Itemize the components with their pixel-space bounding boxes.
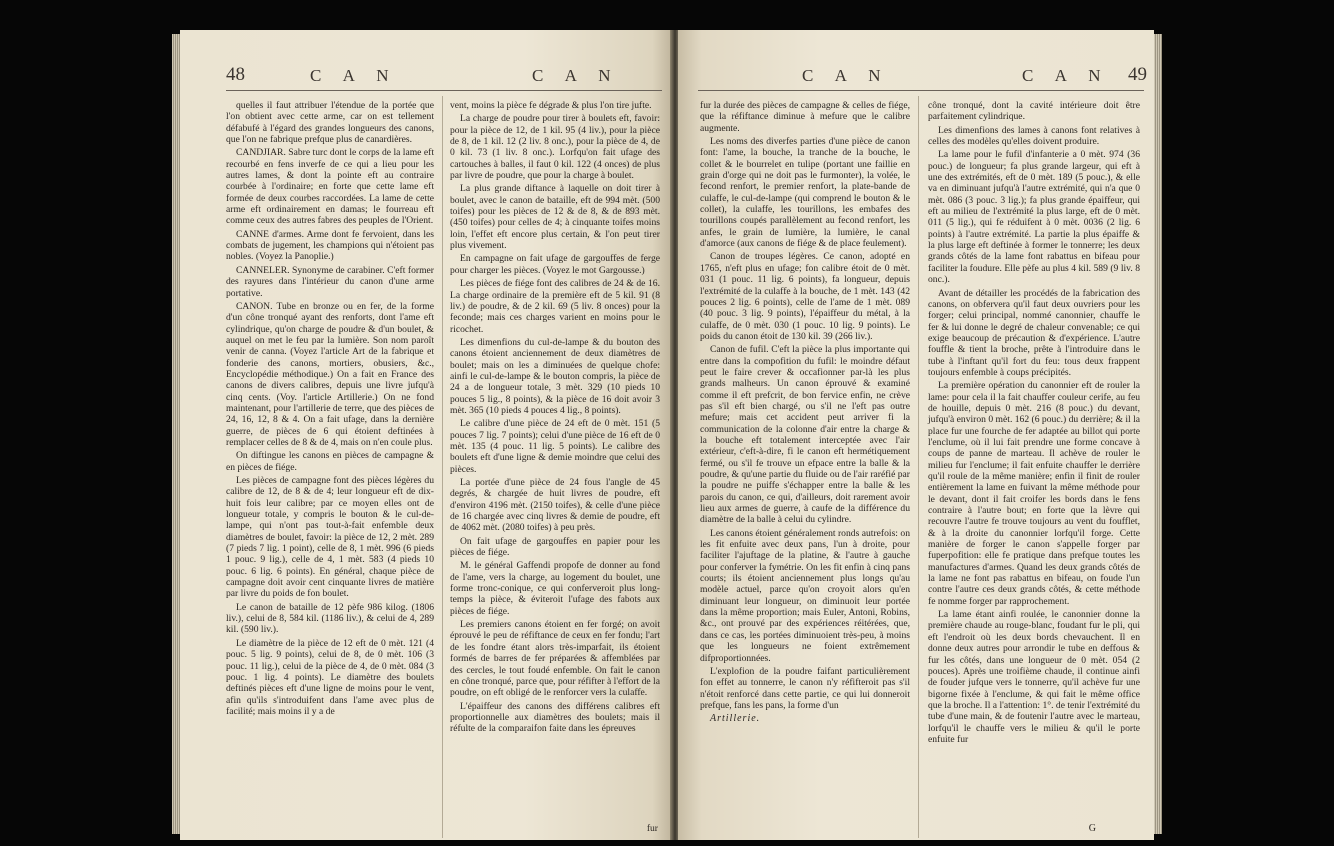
paragraph: L'explofion de la poudre faifant particulièrement fon effet au tonnerre, le canon n'y réfifteroit pas s'il n'étoit renforcé dans cette partie, ce qui lui donneroit prefque, fans les pans, la forme d'un <box>700 665 910 711</box>
running-head-right-b: C A N <box>1022 66 1110 85</box>
left-page-edges <box>172 34 180 834</box>
right-page-column-1 <box>700 100 910 725</box>
paragraph: Avant de détailler les procédés de la fabrication des canons, on obfervera qu'il faut deux ouvriers pour les forger; celui principal, nommé canonnier, chauffe le fer & lui donne le degré de chaleur convenable; ce qui exige beaucoup de précaution & d'expérience. L'autre fouffle & tient la broche, prête à l'introduire dans le tube à l'inftant qu'il fort du feu: tous deux frappent toujours enfemble à coups précipités. <box>928 287 1140 378</box>
running-head-left-b: C A N <box>532 66 620 85</box>
paragraph: La lame pour le fufil d'infanterie a 0 mèt. 974 (36 pouc.) de longueur; fa plus grande largeur, qui eft à une des extrémités, eft de 0 mèt. 189 (5 pouc.), & elle va en diminuant jufqu'à l'autre extrémité, qui n'a que 0 mèt. 086 (3 pouc. 3 lig.); fa plus grande épaiffeur, qui eft au milieu de l'extrémité la plus large, eft de 0 mèt. 011 (5 lig.), qui fe réduifent à 0 mèt. 0036 (2 lig. 6 points) à l'autre extrémité. La partie la plus épaiffe & la plus large eft deftinée à former le tonnerre; les deux grands côtés de la lame font rabattus en bifeau pour faciliter la foudure. Elle pèfe au plus 4 kil. 589 (9 liv. 8 onc.). <box>928 149 1140 286</box>
paragraph: Le diamètre de la pièce de 12 eft de 0 mèt. 121 (4 pouc. 5 lig. 9 points), celui de 8, de 0 mèt. 106 (3 pouc. 11 lig.), celui de la pièce de 4, de 0 mèt. 084 (3 pouc. 1 lig. 4 points). Le diamètre des boulets deftinés pièces eft d'une ligne de moins pour le vent, afin qu'ils s'introduifent dans l'ame avec plus de facilité; mais moins il y a de <box>226 637 434 717</box>
paragraph: La charge de poudre pour tirer à boulets eft, favoir: pour la pièce de 12, de 1 kil. 95 (4 liv.), pour la pièce de 8, de 1 kil. 12 (2 liv. 8 onc.), pour la pièce de 4, de 0 kil. 73 (1 liv. 8 onc.). Lorfqu'on fait ufage des cartouches à balles, il faut 0 kil. 122 (4 onces) de plus par livre de poudre, que pour la charge à boulet. <box>450 113 660 182</box>
paragraph: Les pièces de campagne font des pièces légères du calibre de 12, de 8 & de 4; leur longueur eft de dix-huit fois leur calibre; par ce moyen elles ont de longueur totale, y compris le bouton & le cul-de-lampe, qui n'ont pas tout-à-fait enfemble deux diamètres de boulet, favoir: la pièce de 12, 2 mèt. 289 (7 pieds 7 lig. 1 point), celle de 8, 1 mèt. 996 (6 pieds 1 pouc. 9 lig.), celle de 4, 1 mèt. 583 (4 pieds 10 pouc. 6 lig. 6 points). En général, chaque pièce de campagne doit avoir cent cinquante livres de matière par livre du poids de fon boulet. <box>226 475 434 600</box>
signature-mark: Artillerie. <box>710 713 761 725</box>
paragraph: La lame étant ainfi roulée, le canonnier donne la première chaude au rouge-blanc, foudant fur le pli, qui eft l'endroit où les deux bords chevauchent. Il en donne deux autres pour arrondir le tube en deffous & fur les côtés, dans une longueur de 0 mèt. 054 (2 pouces). Après une troifième chaude, il continue ainfi de fouder jufque vers le tonnerre, qu'il achève fur une bigorne fixée à l'enclume, & qui fait le même office que la broche. Il a l'attention: 1°. de tenir l'extrémité du tube d'une main, & de foutenir l'autre avec le marteau, lorfqu'il le chauffe vers le milieu & qu'il le porte enfuite fur <box>928 609 1140 745</box>
running-head-right-a: C A N <box>802 66 890 85</box>
paragraph: Le calibre d'une pièce de 24 eft de 0 mèt. 151 (5 pouces 7 lig. 7 points); celui d'une pièce de 16 eft de 0 mèt. 135 (4 pouc. 11 lig. 5 points). Le calibre des boulets eft d'une ligne & demie moindre que celui des pièces. <box>450 418 660 475</box>
paragraph: CANNELER. Synonyme de carabiner. C'eft former des rayures dans l'intérieur du canon d'une arme portative. <box>226 264 434 299</box>
paragraph: M. le général Gaffendi propofe de donner au fond de l'ame, vers la charge, au logement du boulet, une forme tronc-conique, ce qui conferveroit plus long-temps la pièce, & éviteroit l'ufage des fabots aux pièces de fiége. <box>450 560 660 617</box>
paragraph: Le canon de bataille de 12 pèfe 986 kilog. (1806 liv.), celui de 8, 584 kil. (1186 liv.), & celui de 4, 289 kil. (590 liv.). <box>226 601 434 636</box>
left-page <box>180 30 672 840</box>
paragraph: Les noms des diverfes parties d'une pièce de canon font: l'ame, la bouche, la tranche de la bouche, le collet & le bourrelet en tulipe (portant une faillie en grain d'orge qui ne doit pas le furmonter), la volée, le fecond renfort, le premier renfort, la plate-bande de culaffe, le cul-de-lampe (qui comprend le bouton & le collet), la culaffe, les tourillons, les embafes des tourillons coupés parallèlement au fecond renfort, les anfes, le grain de lumière, la lumière, le canal d'amorce (aux canons de fiége & de place feulement). <box>700 136 910 250</box>
paragraph: Canon de fufil. C'eft la pièce la plus importante qui entre dans la compofition du fufil: le moindre défaut peut le faire crever & occafionner par-là les plus grands malheurs. Un canon éprouvé & examiné comme il eft prefcrit, de bon fervice enfin, ne crève pas s'il eft bien chargé, ou s'il ne l'eft pas outre mefure; mais cet accident peut arriver fi la communication de la colonne d'air entre la charge & la bouche eft totalement interceptée avec l'air extérieur, c'eft-à-dire, fi le canon eft hermétiquement fermé, ou s'il fe trouve un efpace entre la balle & la poudre, & qu'une partie du fluide ou de l'air raréfié par la poudre ne puiffe s'échapper entre la balle & les parois du canon, ce qui, d'ailleurs, doit rarement avoir lieu aux armes de guerre, à caufe de la différence du diamètre de la balle à celui du cylindre. <box>700 344 910 526</box>
paragraph: quelles il faut attribuer l'étendue de la portée que l'on obtient avec cette arme, car on est tellement défabufé à l'égard des grandes longueurs des canons, que l'on ne fabrique prefque plus de canardières. <box>226 100 434 146</box>
paragraph: cône tronqué, dont la cavité intérieure doit être parfaitement cylindrique. <box>928 100 1140 123</box>
paragraph: La première opération du canonnier eft de rouler la lame: pour cela il la fait chauffer couleur cerife, au feu de houille, depuis 0 mèt. 216 (8 pouc.) du devant, jufqu'à environ 0 mèt. 162 (6 pouc.) du derrière; & il la place fur une fourche de fer adaptée au billot qui porte l'enclume, où il lui fait prendre une forme concave à coups de panne de marteau. Il achève de rouler le milieu fur l'enclume; il fait enfuite chauffer le derrière qu'il roule de la même manière; enfin il finit de rouler entièrement la lame en fuivant la même méthode pour le devant, dont il fait croifer les bords dans le fens contraire à l'autre bout; en forte que la lèvre qui recouvre l'autre fe trouve toujours au vent du foufflet, & à la droite du canonnier lorfqu'il forge. Cette manière de forger le canon s'appelle forger par fuperpofition: elle fe pratique dans prefque toutes les manufactures d'armes. Quand les deux grands côtés de la lame ne font pas rabattus en bifeau, on foude l'un contre l'autre ces deux grands côtés, & cette méthode fe nomme forger par rapprochement. <box>928 380 1140 607</box>
paragraph: En campagne on fait ufage de gargouffes de ferge pour charger les pièces. (Voyez le mot Gargousse.) <box>450 253 660 276</box>
catchword: fur <box>646 823 658 834</box>
head-rule-left <box>226 90 662 91</box>
paragraph: La plus grande diftance à laquelle on doit tirer à boulet, avec le canon de bataille, eft de 994 mèt. (500 toifes) pour les pièces de 12 & de 8, & de 893 mèt. (450 toifes) pour celles de 4; à cinquante toifes moins loin, l'effet eft encore plus certain, & l'on peut tirer plus vivement. <box>450 183 660 252</box>
paragraph: La portée d'une pièce de 24 fous l'angle de 45 degrés, & chargée de huit livres de poudre, eft d'environ 4196 mèt. (2150 toifes), & celle d'une pièce de 16 chargée avec cinq livres & demie de poudre, eft de 4062 mèt. (2080 toifes) à peu près. <box>450 477 660 534</box>
right-page <box>678 30 1154 840</box>
page-number-left: 48 <box>226 64 245 85</box>
head-rule-right <box>698 90 1144 91</box>
paragraph: On diftingue les canons en pièces de campagne & en pièces de fiége. <box>226 450 434 473</box>
paragraph: vent, moins la pièce fe dégrade & plus l'on tire jufte. <box>450 100 652 111</box>
column-rule-left <box>442 96 443 838</box>
right-page-column-2 <box>928 100 1140 747</box>
column-rule-right <box>918 96 919 838</box>
gathering-mark: G <box>1088 823 1096 834</box>
running-head-left-a: C A N <box>310 66 398 85</box>
left-page-column-2 <box>450 100 660 737</box>
paragraph: L'épaiffeur des canons des différens calibres eft proportionnelle aux diamètres des boulets; mais il réfulte de la comparaifon faite dans les épreuves <box>450 700 660 735</box>
paragraph: Les pièces de fiége font des calibres de 24 & de 16. La charge ordinaire de la première eft de 5 kil. 91 (8 liv.) de poudre, & de 2 kil. 69 (5 liv. 8 onces) pour la feconde; mais ces charges varient en moins pour le ricochet. <box>450 278 660 335</box>
paragraph: CANNE d'armes. Arme dont fe fervoient, dans les combats de jugement, les champions qui n'étoient pas nobles. (Voyez la Panoplie.) <box>226 228 434 263</box>
right-page-edges <box>1154 34 1162 834</box>
paragraph: Les dimenfions du cul-de-lampe & du bouton des canons étoient anciennement de deux diamètres de boulet; mais on les a diminuées de quelque chofe: ainfi le cul-de-lampe & le bouton compris, la pièce de 24 a de longueur totale, 3 mèt. 329 (10 pieds 10 pouces 5 lig., 8 points), & la pièce de 16 doit avoir 3 mèt. 365 (10 pieds 4 pouces 4 lig., 8 points). <box>450 336 660 416</box>
paragraph: Les premiers canons étoient en fer forgé; on avoit éprouvé le peu de réfiftance de ceux en fer fondu; l'art de les fondre étant alors très-imparfait, ils étoient formés de barres de fer préparées & affemblées par des cercles, le tout foudé enfemble. On fait le canon en cône tronqué, parce que, pour réfifter à l'effort de la poudre, on eft obligé de le renforcer vers la culaffe. <box>450 619 660 699</box>
paragraph: Canon de troupes légères. Ce canon, adopté en 1765, n'eft plus en ufage; fon calibre étoit de 0 mèt. 031 (1 pouc. 11 lig. 6 points), fa longueur, depuis l'extrémité de la culaffe à la bouche, de 1 mèt. 143 (42 pouces 2 lig. 6 points), celle de l'ame de 1 mèt. 089 (40 pouc. 3 lig. 9 points), l'épaiffeur du métal, à la culaffe, de 0 mèt. 030 (1 pouc. 10 lig. 9 points). Le poids du canon étoit de 130 kil. 39 (266 liv.). <box>700 251 910 342</box>
paragraph: Les canons étoient généralement ronds autrefois: on les fit enfuite avec deux pans, l'un à droite, pour faciliter l'ajuftage de la platine, & l'autre à gauche pour conferver la fymétrie. On les fit enfin à cinq pans courts; ils étoient anciennement plus longs qu'au modèle actuel, parce qu'on croyoit alors qu'en diminuant leur longueur, on diminuoit leur portée dans la même proportion; mais Euler, Antoni, Robins, &c., ont prouvé par des expériences réitérées, que, dans ce cas, les portées diminuoient très-peu, à moins que les longueurs ne foient extrêmement difproportionnées. <box>700 527 910 664</box>
paragraph: fur la durée des pièces de campagne & celles de fiége, que la réfiftance diminue à mefure que le calibre augmente. <box>700 100 910 134</box>
paragraph: On fait ufage de gargouffes en papier pour les pièces de fiége. <box>450 535 660 559</box>
page-number-right: 49 <box>1128 64 1147 85</box>
left-page-column-1 <box>226 100 434 719</box>
paragraph: Les dimenfions des lames à canons font relatives à celles des modèles qu'elles doivent produire. <box>928 124 1140 148</box>
paragraph: CANDJIAR. Sabre turc dont le corps de la lame eft recourbé en fens inverfe de ce qui a lieu pour les autres lames, & dont la pointe eft au contraire courbée à l'ordinaire; en forte que cette lame eft formée de deux courbes raccordées. La lame de cette arme eft ordinairement en damas; le fourreau eft comme ceux des autres fabres des peuples de l'Orient. <box>226 147 434 227</box>
paragraph: CANON. Tube en bronze ou en fer, de la forme d'un cône tronqué ayant des renforts, dont l'ame eft cylindrique, qu'on charge de poudre & d'un boulet, & auquel on met le feu par la lumière. Son nom paroît venir de canna. (Voyez l'article Art de la fabrique et fonderie des canons, mortiers, obusiers, &c., Encyclopédie méthodique.) On a fait en France des canons de divers calibres, depuis une livre jufqu'à cinq cents. (Voy. l'article Artillerie.) On ne fond maintenant, pour l'artillerie de terre, que des pièces de 24, 16, 12, 8 & 4. On a fait ufage, dans la dernière guerre, de pièces de 6 qui étoient deftinées à remplacer celles de 8 & de 4, mais on n'en coule plus. <box>226 300 434 448</box>
